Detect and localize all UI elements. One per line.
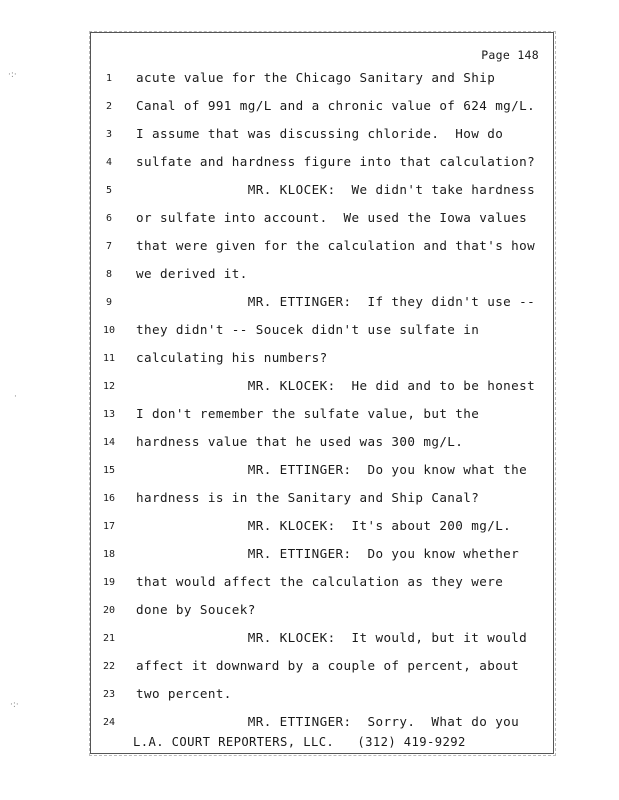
line-number: 13 bbox=[102, 409, 116, 420]
scan-artifact-mark: · bbox=[14, 392, 17, 402]
line-text: hardness value that he used was 300 mg/L. bbox=[136, 434, 464, 449]
line-text: MR. ETTINGER: If they didn't use -- bbox=[136, 294, 536, 309]
line-number: 3 bbox=[105, 129, 113, 140]
line-text: two percent. bbox=[136, 686, 232, 701]
line-text: or sulfate into account. We used the Iowa values bbox=[136, 210, 528, 225]
line-number: 11 bbox=[102, 353, 116, 364]
transcript-line bbox=[91, 209, 553, 237]
line-text: affect it downward by a couple of percent, about bbox=[136, 658, 520, 673]
transcript-page bbox=[90, 32, 554, 754]
transcript-line bbox=[91, 349, 553, 377]
line-text: MR. ETTINGER: Do you know what the bbox=[136, 462, 528, 477]
line-number: 10 bbox=[102, 325, 116, 336]
line-text: we derived it. bbox=[136, 266, 248, 281]
transcript-line bbox=[91, 405, 553, 433]
line-text: Canal of 991 mg/L and a chronic value of 624 mg/L. bbox=[136, 98, 536, 113]
transcript-line bbox=[91, 293, 553, 321]
transcript-line bbox=[91, 433, 553, 461]
line-text: MR. ETTINGER: Sorry. What do you bbox=[136, 714, 520, 729]
transcript-line bbox=[91, 69, 553, 97]
transcript-line bbox=[91, 377, 553, 405]
line-text: calculating his numbers? bbox=[136, 350, 328, 365]
transcript-line bbox=[91, 685, 553, 713]
transcript-line bbox=[91, 573, 553, 601]
line-text: I don't remember the sulfate value, but the bbox=[136, 406, 480, 421]
line-number: 24 bbox=[102, 717, 116, 728]
transcript-line bbox=[91, 657, 553, 685]
line-text: MR. KLOCEK: It's about 200 mg/L. bbox=[136, 518, 512, 533]
line-number: 16 bbox=[102, 493, 116, 504]
transcript-line bbox=[91, 629, 553, 657]
line-number: 12 bbox=[102, 381, 116, 392]
transcript-line bbox=[91, 153, 553, 181]
scan-artifact-mark: ·:· bbox=[8, 70, 17, 80]
transcript-line bbox=[91, 97, 553, 125]
line-number: 9 bbox=[105, 297, 113, 308]
line-number: 4 bbox=[105, 157, 113, 168]
line-number: 23 bbox=[102, 689, 116, 700]
transcript-line bbox=[91, 265, 553, 293]
transcript-line bbox=[91, 517, 553, 545]
transcript-line bbox=[91, 601, 553, 629]
line-text: acute value for the Chicago Sanitary and Ship bbox=[136, 70, 496, 85]
line-text: they didn't -- Soucek didn't use sulfate in bbox=[136, 322, 480, 337]
line-text: that would affect the calculation as they were bbox=[136, 574, 504, 589]
line-text: MR. KLOCEK: We didn't take hardness bbox=[136, 182, 536, 197]
transcript-line bbox=[91, 545, 553, 573]
line-text: that were given for the calculation and that's how bbox=[136, 238, 536, 253]
line-number: 1 bbox=[105, 73, 113, 84]
line-number: 6 bbox=[105, 213, 113, 224]
line-text: done by Soucek? bbox=[136, 602, 256, 617]
line-text: MR. KLOCEK: He did and to be honest bbox=[136, 378, 536, 393]
line-number: 5 bbox=[105, 185, 113, 196]
line-number: 19 bbox=[102, 577, 116, 588]
line-text: sulfate and hardness figure into that calculation? bbox=[136, 154, 536, 169]
line-text: MR. KLOCEK: It would, but it would bbox=[136, 630, 528, 645]
page-number: Page 148 bbox=[481, 48, 539, 62]
line-text: hardness is in the Sanitary and Ship Canal? bbox=[136, 490, 480, 505]
line-number: 20 bbox=[102, 605, 116, 616]
line-number: 21 bbox=[102, 633, 116, 644]
line-number: 14 bbox=[102, 437, 116, 448]
line-text: I assume that was discussing chloride. How do bbox=[136, 126, 504, 141]
transcript-line bbox=[91, 489, 553, 517]
line-number: 7 bbox=[105, 241, 113, 252]
line-number: 17 bbox=[102, 521, 116, 532]
reporter-footer: L.A. COURT REPORTERS, LLC. (312) 419-9292 bbox=[133, 735, 466, 749]
transcript-line bbox=[91, 461, 553, 489]
scan-artifact-mark: ·:· bbox=[10, 700, 19, 710]
line-text: MR. ETTINGER: Do you know whether bbox=[136, 546, 520, 561]
transcript-line bbox=[91, 125, 553, 153]
transcript-line bbox=[91, 181, 553, 209]
line-number: 8 bbox=[105, 269, 113, 280]
line-number: 15 bbox=[102, 465, 116, 476]
transcript-line bbox=[91, 321, 553, 349]
line-number: 2 bbox=[105, 101, 113, 112]
transcript-line bbox=[91, 237, 553, 265]
line-number: 18 bbox=[102, 549, 116, 560]
line-number: 22 bbox=[102, 661, 116, 672]
